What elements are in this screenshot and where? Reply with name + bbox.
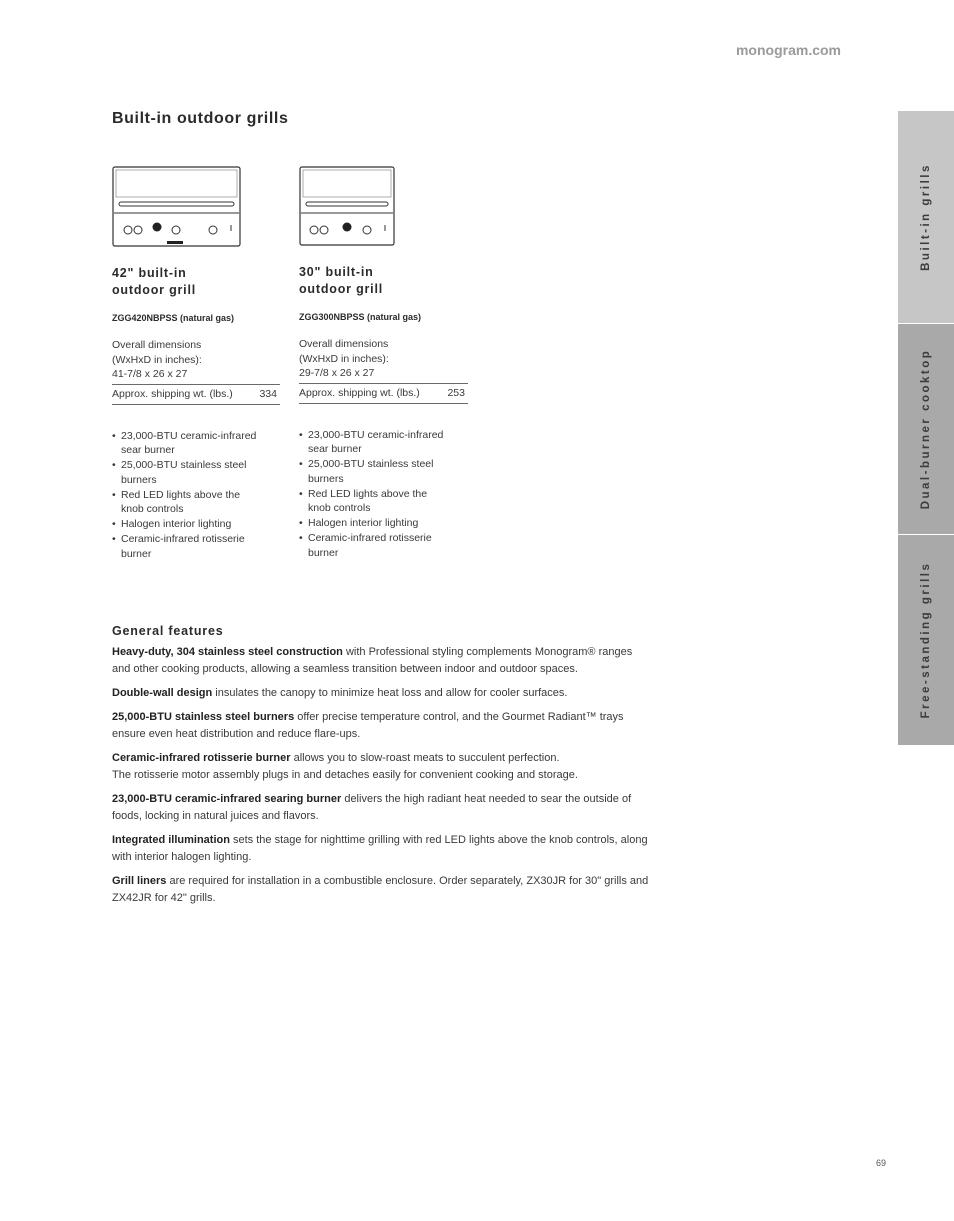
feature-text: offer precise temperature control, and the Gourmet Radiant™ trays ensure even heat distribution and reduce flare-ups. [112, 711, 624, 740]
dims-label-units: (WxHxD in inches): [112, 353, 202, 366]
feature-lead: Ceramic-infrared rotisserie burner [112, 752, 291, 764]
product-30-grill [299, 166, 468, 561]
feature-item: • 25,000-BTU stainless steel burners [299, 457, 468, 487]
feature-item: • Halogen interior lighting [112, 517, 280, 532]
feature-text: allows you to slow-roast meats to succulent perfection. The rotisserie motor assembly plugs in and detaches easily for convenient cooking and storage. [112, 752, 578, 781]
product-30-name [299, 264, 468, 298]
dims-value: 29-7/8 x 26 x 27 [299, 367, 375, 379]
feature-item: • 23,000-BTU ceramic-infrared sear burner [299, 428, 468, 458]
feature-text: insulates the canopy to minimize heat loss and allow for cooler surfaces. [212, 687, 568, 699]
dims-label-units: (WxHxD in inches): [299, 352, 389, 365]
site-url[interactable]: monogram.com [735, 42, 841, 58]
general-features-heading: General features [112, 624, 224, 638]
dims-label: Overall dimensions [112, 339, 202, 351]
shipping-value: 253 [447, 386, 465, 399]
feature-paragraph [112, 644, 652, 678]
page-title: Built-in outdoor grills [112, 110, 289, 127]
feature-item: • 23,000-BTU ceramic-infrared sear burner [112, 429, 280, 459]
feature-lead: 25,000-BTU stainless steel burners [112, 711, 295, 723]
product-42-name [112, 265, 280, 299]
feature-text: are required for installation in a combustible enclosure. Order separately, ZX30JR for 30" grills and ZX42JR for 42" grills. [112, 875, 649, 904]
tab-built-in-grills[interactable] [898, 111, 954, 323]
tab-label: Built-in grills [920, 163, 932, 271]
feature-item: • Ceramic-infrared rotisserie burner [299, 531, 468, 561]
dims-label: Overall dimensions [299, 338, 389, 350]
product-30-features [299, 428, 468, 561]
tab-label: Dual-burner cooktop [920, 348, 932, 510]
product-42-features [112, 429, 280, 562]
feature-text: delivers the high radiant heat needed to sear the outside of foods, locking in natural juices and flavors. [112, 793, 632, 822]
general-features-section [112, 624, 652, 914]
tab-dual-burner-cooktop[interactable] [898, 324, 954, 534]
tab-free-standing-grills[interactable] [898, 535, 954, 745]
feature-paragraph [112, 685, 652, 702]
shipping-label: Approx. shipping wt. (lbs.) [299, 386, 420, 399]
feature-lead: Grill liners [112, 875, 167, 887]
product-30-model: ZGG300NBPSS (natural gas) [299, 312, 422, 322]
product-30-dimensions [299, 337, 468, 384]
product-30-name-line2: outdoor grill [299, 282, 383, 296]
feature-item: • Red LED lights above the knob controls [112, 488, 280, 518]
feature-lead: Double-wall design [112, 687, 213, 699]
product-42-dimensions [112, 338, 280, 385]
grill-30-image [299, 166, 395, 246]
feature-lead: 23,000-BTU ceramic-infrared searing burner [112, 793, 342, 805]
feature-item: • Halogen interior lighting [299, 516, 468, 531]
shipping-value: 334 [259, 387, 277, 400]
feature-text: sets the stage for nighttime grilling with red LED lights above the knob controls, along with interior halogen lighting. [112, 834, 648, 863]
feature-paragraph [112, 709, 652, 743]
feature-paragraph [112, 750, 652, 784]
feature-item: • 25,000-BTU stainless steel burners [112, 458, 280, 488]
product-30-name-line1: 30" built-in [299, 265, 374, 279]
shipping-label: Approx. shipping wt. (lbs.) [112, 387, 233, 400]
feature-item: • Red LED lights above the knob controls [299, 487, 468, 517]
feature-paragraph [112, 791, 652, 825]
feature-lead: Integrated illumination [112, 834, 230, 846]
grill-42-image [112, 166, 241, 247]
feature-item: • Ceramic-infrared rotisserie burner [112, 532, 280, 562]
product-30-shipping-row [299, 384, 468, 404]
product-42-name-line1: 42" built-in [112, 266, 187, 280]
feature-paragraph [112, 873, 652, 907]
tab-label: Free-standing grills [920, 561, 932, 719]
feature-paragraph [112, 832, 652, 866]
product-42-name-line2: outdoor grill [112, 283, 196, 297]
product-42-model: ZGG420NBPSS (natural gas) [112, 313, 235, 323]
page-number: 69 [876, 1158, 887, 1168]
dims-value: 41-7/8 x 26 x 27 [112, 368, 188, 380]
product-42-grill [112, 166, 280, 562]
feature-text: with Professional styling complements Monogram® ranges and other cooking products, allowing a seamless transition between indoor and outdoor spaces. [112, 646, 633, 675]
product-42-shipping-row [112, 385, 280, 405]
feature-lead: Heavy-duty, 304 stainless steel construction [112, 646, 343, 658]
